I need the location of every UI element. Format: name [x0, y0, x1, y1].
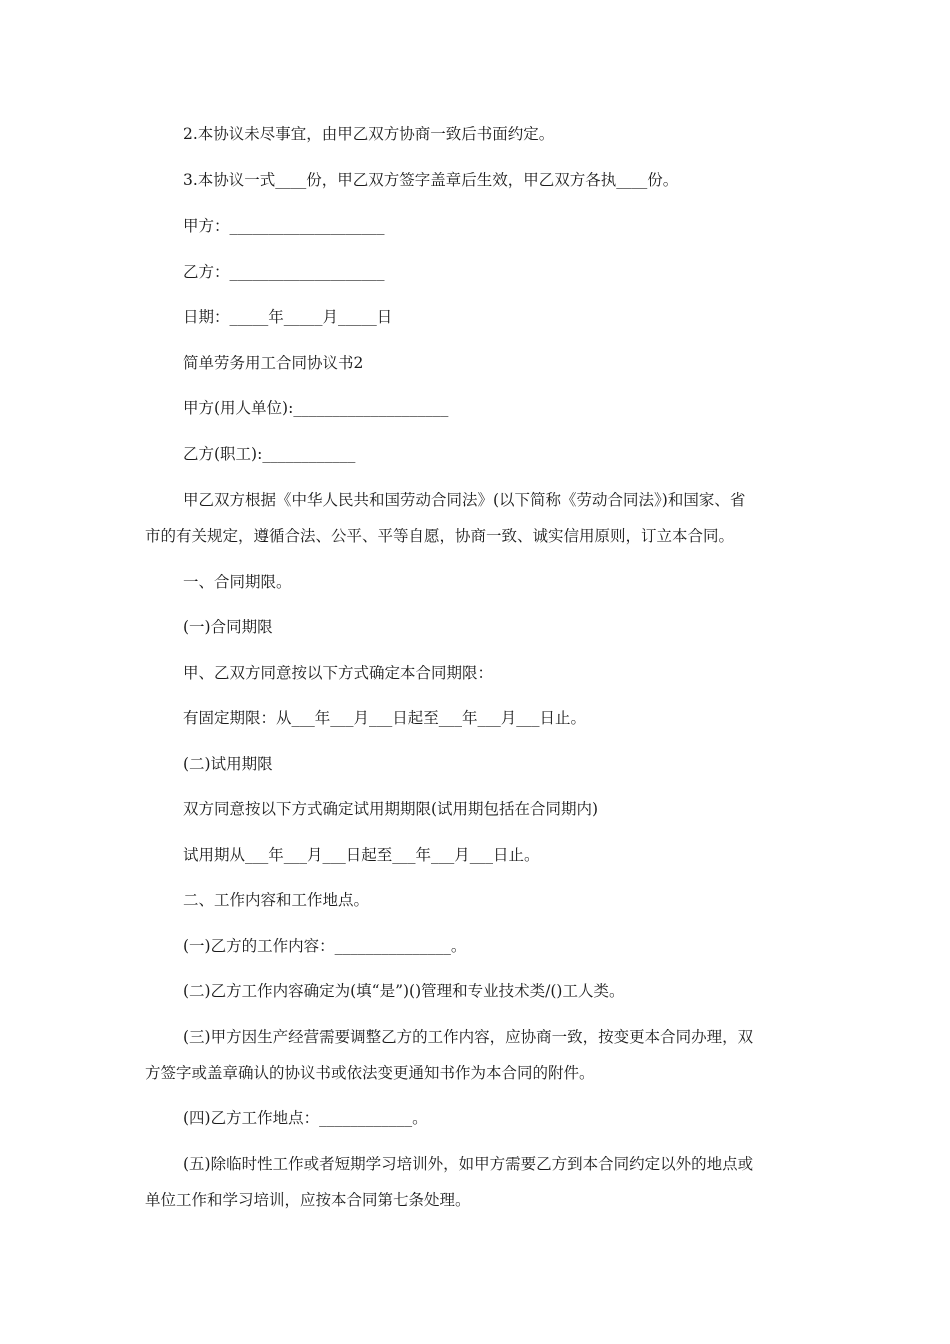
work-content: (一)乙方的工作内容：_______________。: [183, 937, 467, 955]
probation-period: 试用期从___年___月___日起至___年___月___日止。: [183, 846, 540, 864]
heading-work-content: 二、工作内容和工作地点。: [183, 891, 370, 909]
heading-contract-term: 一、合同期限。: [183, 573, 292, 591]
preamble-line-1: 甲乙双方根据《中华人民共和国劳动合同法》(以下简称《劳动合同法》)和国家、省: [183, 491, 746, 509]
probation-agreement: 双方同意按以下方式确定试用期期限(试用期包括在合同期内): [183, 800, 599, 818]
clause-2: 2.本协议未尽事宜，由甲乙双方协商一致后书面约定。: [183, 125, 555, 143]
subheading-contract-term: (一)合同期限: [183, 618, 273, 636]
clause-3: 3.本协议一式____份，甲乙双方签字盖章后生效，甲乙双方各执____份。: [183, 171, 679, 189]
offsite-work-line-2: 单位工作和学习培训，应按本合同第七条处理。: [145, 1191, 471, 1209]
term-agreement: 甲、乙双方同意按以下方式确定本合同期限：: [183, 664, 494, 682]
party-a-signature: 甲方：____________________: [183, 217, 385, 235]
party-b-employee: 乙方(职工):____________: [183, 445, 356, 463]
section-title: 简单劳务用工合同协议书2: [183, 354, 364, 372]
subheading-probation: (二)试用期限: [183, 755, 273, 773]
preamble-line-2: 市的有关规定，遵循合法、公平、平等自愿，协商一致、诚实信用原则，订立本合同。: [145, 527, 735, 545]
work-location: (四)乙方工作地点：____________。: [183, 1109, 428, 1127]
date-line: 日期：_____年_____月_____日: [183, 308, 393, 326]
fixed-term: 有固定期限：从___年___月___日起至___年___月___日止。: [183, 709, 587, 727]
party-b-signature: 乙方：____________________: [183, 263, 385, 281]
party-a-employer: 甲方(用人单位):____________________: [183, 399, 449, 417]
offsite-work-line-1: (五)除临时性工作或者短期学习培训外，如甲方需要乙方到本合同约定以外的地点或: [183, 1155, 754, 1173]
work-adjustment-line-2: 方签字或盖章确认的协议书或依法变更通知书作为本合同的附件。: [145, 1064, 595, 1082]
work-category: (二)乙方工作内容确定为(填“是”)()管理和专业技术类/()工人类。: [183, 982, 625, 1000]
work-adjustment-line-1: (三)甲方因生产经营需要调整乙方的工作内容，应协商一致，按变更本合同办理，双: [183, 1028, 754, 1046]
